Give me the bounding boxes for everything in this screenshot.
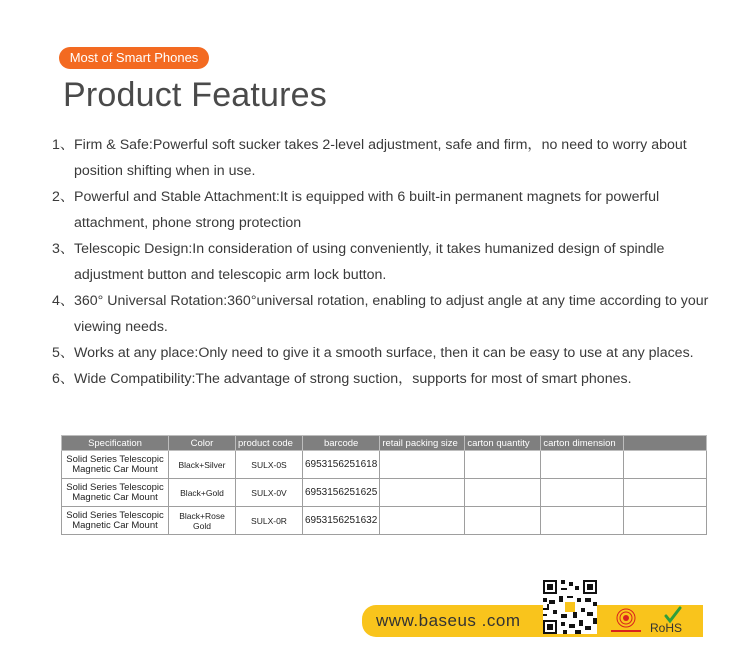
feature-number: 4、 bbox=[52, 293, 75, 309]
red-dot-award-icon bbox=[609, 607, 643, 635]
feature-number: 5、 bbox=[52, 345, 75, 361]
feature-item bbox=[52, 236, 732, 288]
cell-specification: Solid Series Telescopic Magnetic Car Mount bbox=[62, 479, 169, 507]
cell-color: Black+Silver bbox=[169, 451, 236, 479]
cell-carton-dimension bbox=[541, 507, 624, 535]
table-row bbox=[62, 479, 707, 507]
feature-text: Telescopic Design:In consideration of using conveniently, it takes humanized design of spindle adjustment button and telescopic arm lock button. bbox=[74, 241, 665, 283]
header-specification: Specification bbox=[62, 436, 169, 451]
feature-item bbox=[52, 366, 732, 392]
cell-blank bbox=[624, 507, 707, 535]
page-title: Product Features bbox=[63, 76, 327, 114]
cell-barcode: 6953156251632 bbox=[303, 507, 380, 535]
cell-color: Black+Rose Gold bbox=[169, 507, 236, 535]
specification-table bbox=[61, 435, 707, 535]
cell-carton-quantity bbox=[465, 479, 541, 507]
website-link[interactable]: www.baseus .com bbox=[376, 611, 521, 630]
cell-barcode: 6953156251625 bbox=[303, 479, 380, 507]
feature-number: 3、 bbox=[52, 241, 75, 257]
feature-item bbox=[52, 132, 732, 184]
cell-product-code: SULX-0V bbox=[236, 479, 303, 507]
header-color: Color bbox=[169, 436, 236, 451]
cell-product-code: SULX-0R bbox=[236, 507, 303, 535]
feature-text: Works at any place:Only need to give it a smooth surface, then it can be easy to use at any places. bbox=[74, 345, 694, 361]
feature-text: Firm & Safe:Powerful soft sucker takes 2-level adjustment, safe and firm，no need to worry about position shifting when in use. bbox=[74, 137, 687, 179]
qr-code-icon bbox=[543, 580, 597, 634]
cell-barcode: 6953156251618 bbox=[303, 451, 380, 479]
feature-number: 2、 bbox=[52, 189, 75, 205]
cell-product-code: SULX-0S bbox=[236, 451, 303, 479]
table-row bbox=[62, 507, 707, 535]
cell-carton-dimension bbox=[541, 451, 624, 479]
cell-blank bbox=[624, 479, 707, 507]
table-header-row bbox=[62, 436, 707, 451]
feature-text: 360° Universal Rotation:360°universal rotation, enabling to adjust angle at any time according to your viewing needs. bbox=[74, 293, 709, 335]
category-badge: Most of Smart Phones bbox=[59, 47, 209, 69]
feature-text: Powerful and Stable Attachment:It is equipped with 6 built-in permanent magnets for powerful attachment, phone strong protection bbox=[74, 189, 660, 231]
feature-text: Wide Compatibility:The advantage of strong suction，supports for most of smart phones. bbox=[74, 371, 632, 387]
header-retail-packing-size: retail packing size bbox=[380, 436, 465, 451]
header-blank bbox=[624, 436, 707, 451]
header-product-code: product code bbox=[236, 436, 303, 451]
feature-list bbox=[52, 132, 732, 392]
cell-specification: Solid Series Telescopic Magnetic Car Mount bbox=[62, 451, 169, 479]
header-barcode: barcode bbox=[303, 436, 380, 451]
feature-number: 6、 bbox=[52, 371, 75, 387]
cell-color: Black+Gold bbox=[169, 479, 236, 507]
feature-item bbox=[52, 184, 732, 236]
feature-number: 1、 bbox=[52, 137, 75, 153]
table-row bbox=[62, 451, 707, 479]
cell-retail-packing-size bbox=[380, 451, 465, 479]
rohs-label: RoHS bbox=[650, 621, 683, 635]
feature-item bbox=[52, 340, 732, 366]
cell-specification: Solid Series Telescopic Magnetic Car Mount bbox=[62, 507, 169, 535]
cell-carton-dimension bbox=[541, 479, 624, 507]
cell-carton-quantity bbox=[465, 451, 541, 479]
rohs-check-icon bbox=[648, 605, 690, 635]
cell-blank bbox=[624, 451, 707, 479]
header-carton-dimension: carton dimension bbox=[541, 436, 624, 451]
cell-retail-packing-size bbox=[380, 507, 465, 535]
cell-retail-packing-size bbox=[380, 479, 465, 507]
cell-carton-quantity bbox=[465, 507, 541, 535]
feature-item bbox=[52, 288, 732, 340]
header-carton-quantity: carton quantity bbox=[465, 436, 541, 451]
